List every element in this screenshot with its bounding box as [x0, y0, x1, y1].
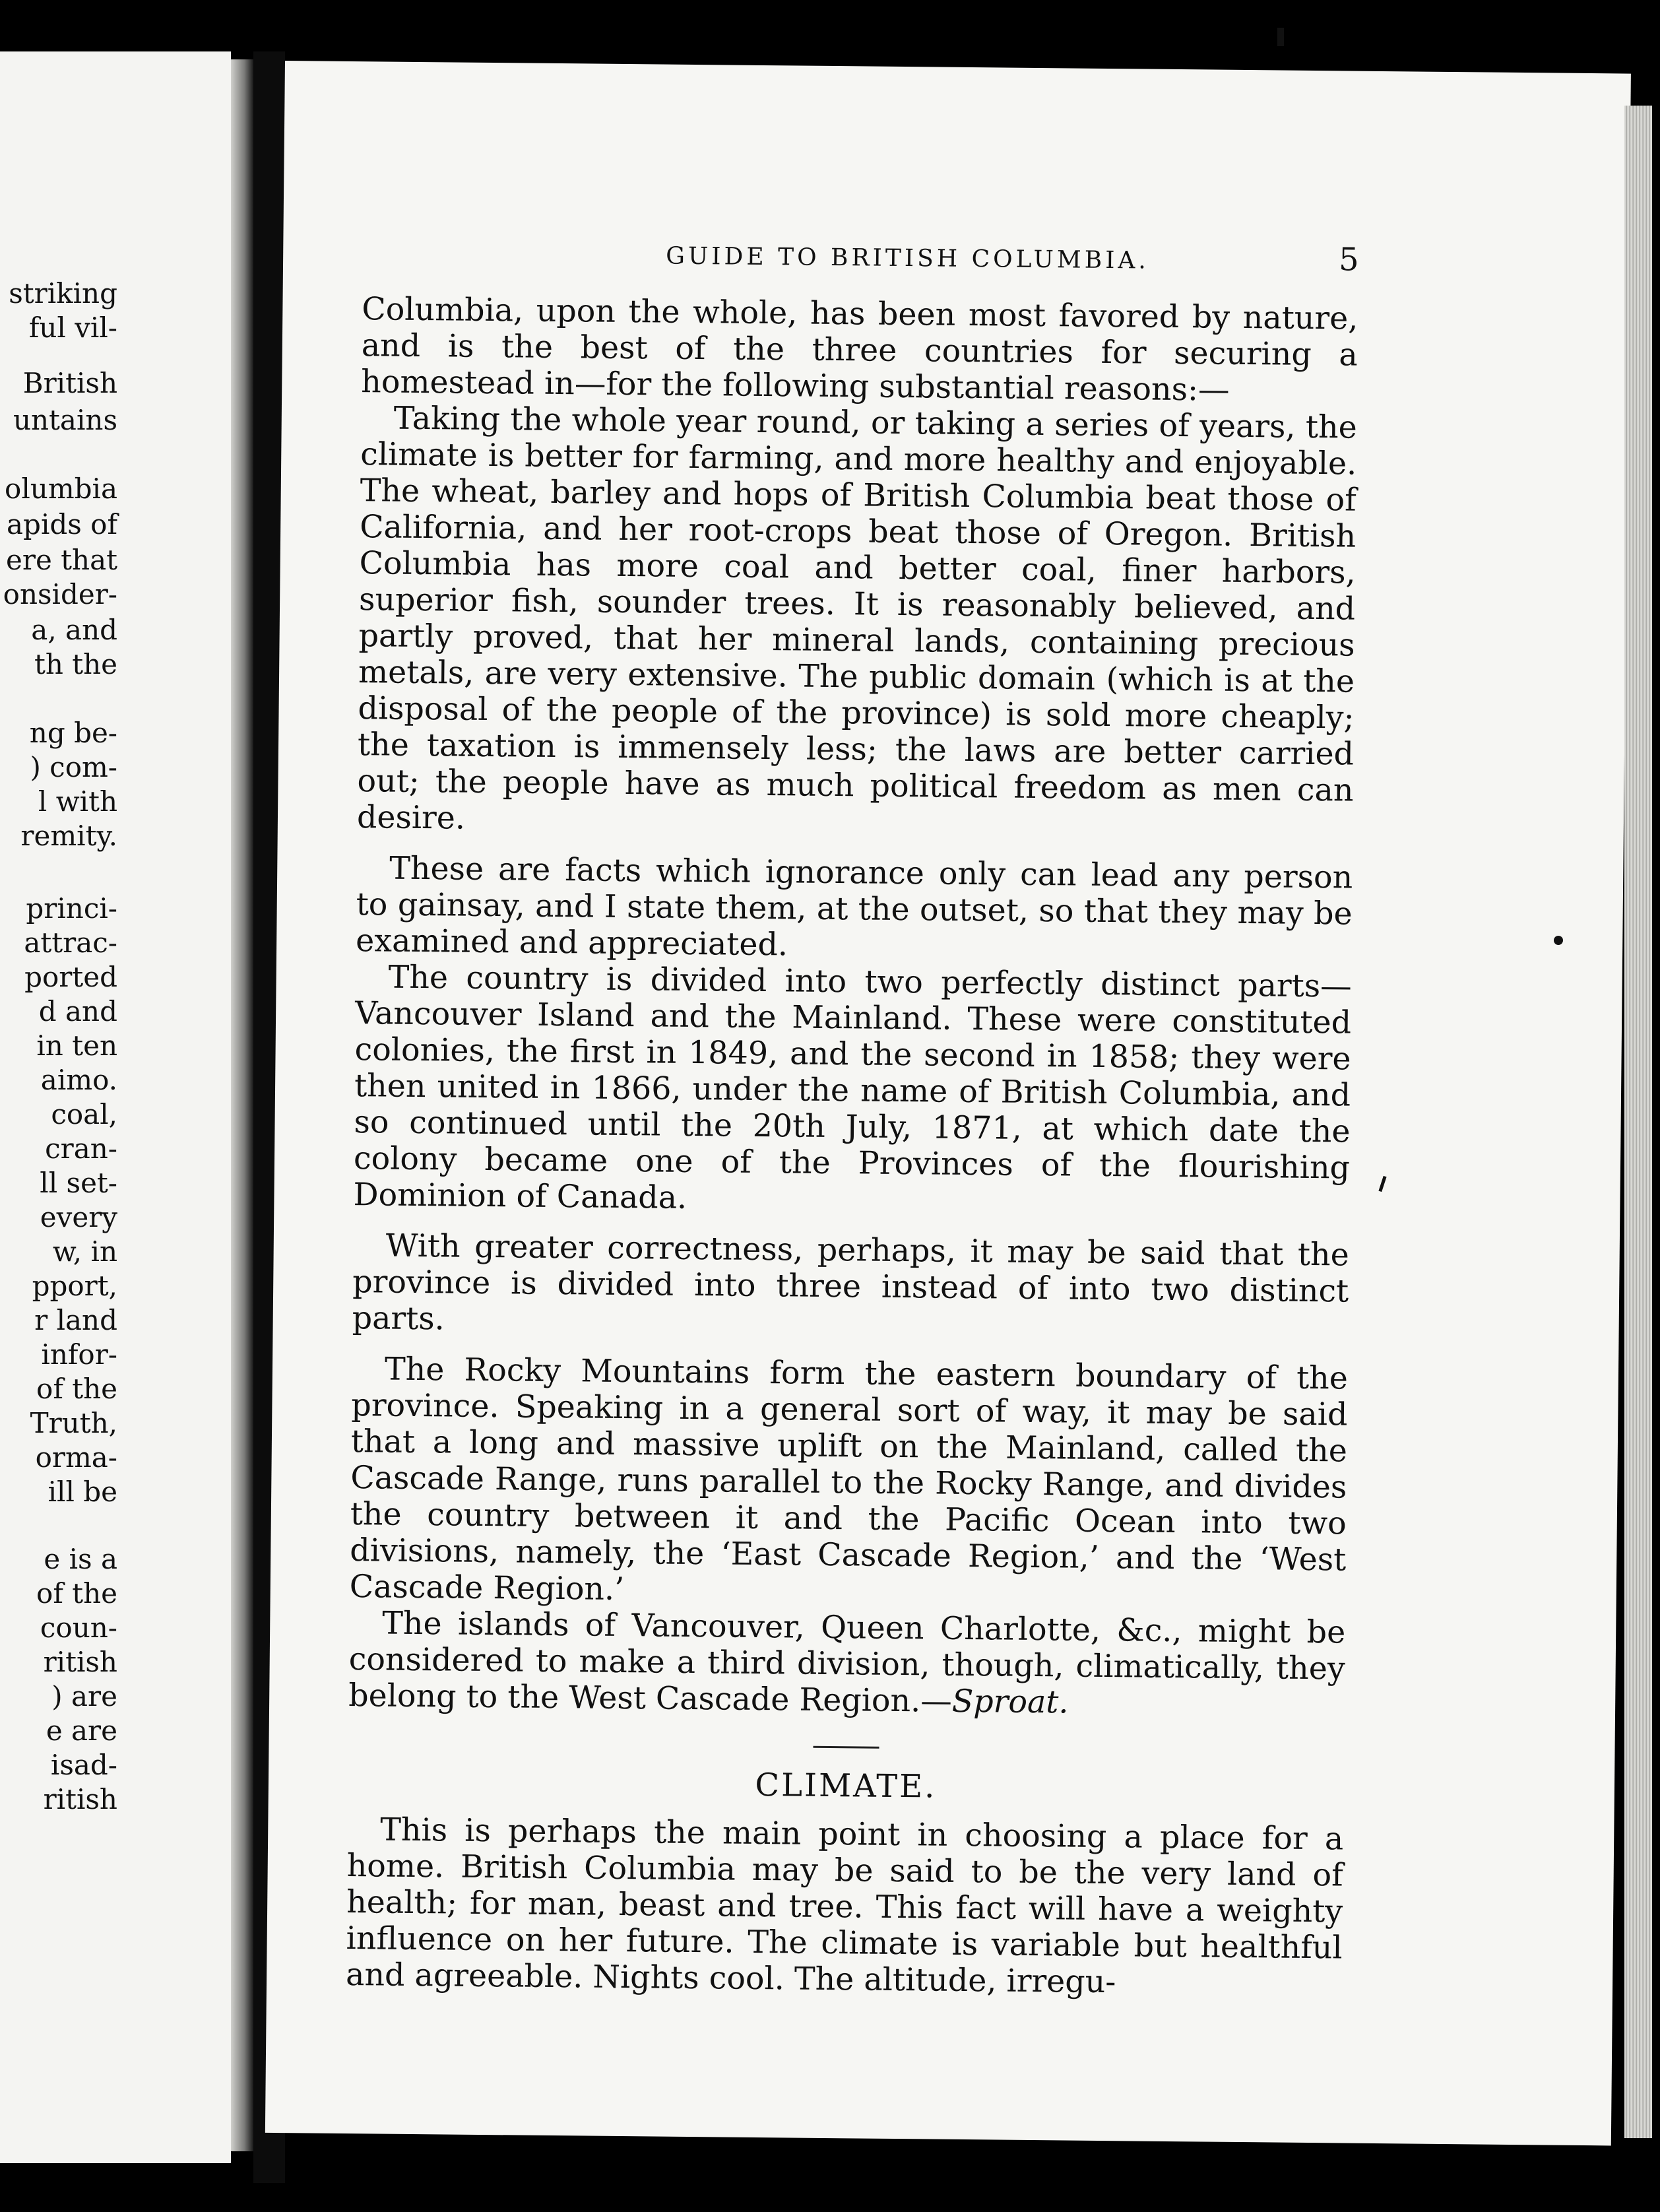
left-page-line: e is a	[44, 1543, 117, 1575]
left-page-line: remity.	[20, 820, 117, 852]
left-page-line: Truth,	[30, 1407, 117, 1439]
left-page-line: r land	[34, 1304, 117, 1336]
left-page-line: ported	[24, 961, 117, 993]
left-page-line: l with	[38, 785, 117, 818]
paragraph-climate: This is perhaps the main point in choosing a place for a home. British Columbia may be said to be the very land of health; for man, beast and tree. This fact will have a weighty influence on her future. The climate is variable but healthful and agreeable. Nights cool. The altitude, irregu-	[345, 1811, 1344, 2001]
paragraph-islands	[348, 1605, 1346, 1723]
left-page-line: th the	[34, 648, 117, 680]
left-page-line: cran-	[45, 1132, 117, 1165]
left-page-line: every	[40, 1201, 117, 1233]
left-page-line: aimo.	[40, 1064, 117, 1096]
left-page-line: princi-	[26, 892, 117, 925]
left-page-line: w, in	[52, 1235, 117, 1268]
left-page-line: a, and	[31, 614, 117, 646]
attribution: Sproat.	[951, 1683, 1069, 1721]
body-text	[346, 291, 1358, 2002]
left-page-line: onsider-	[3, 578, 117, 610]
left-page-line: ere that	[6, 544, 117, 576]
left-page-line: of the	[36, 1373, 117, 1405]
section-divider	[813, 1746, 879, 1749]
left-page-line: isad-	[50, 1749, 117, 1781]
section-heading-climate: CLIMATE.	[755, 1766, 937, 1805]
left-page-line: attrac-	[24, 927, 117, 959]
left-page-line: infor-	[41, 1338, 117, 1371]
left-page-line: ritish	[43, 1783, 117, 1815]
left-page-line: apids of	[7, 508, 117, 540]
left-page-line: ful vil-	[28, 311, 117, 344]
paragraph-three-parts: With greater correctness, perhaps, it may be said that the province is divided into three instead of into two distinct parts.	[352, 1227, 1349, 1338]
left-page-line: pport,	[32, 1270, 117, 1302]
left-page-line: British	[22, 367, 117, 399]
left-page-line: untains	[13, 404, 117, 436]
main-page-right	[265, 61, 1631, 2145]
left-page-line: ) com-	[30, 751, 117, 783]
left-page-line: coal,	[51, 1098, 117, 1130]
left-page-line: of the	[36, 1577, 117, 1610]
left-page-line: in ten	[36, 1029, 117, 1062]
paragraph-facts: These are facts which ignorance only can lead any person to gainsay, and I state them, at the outset, so that they may be examined and appreciated.	[355, 850, 1353, 963]
facing-page-left	[0, 51, 231, 2163]
left-page-line: ill be	[48, 1476, 117, 1508]
left-page-line: d and	[38, 995, 117, 1027]
running-head: GUIDE TO BRITISH COLUMBIA.	[665, 242, 1150, 275]
page-block-edge	[1624, 106, 1652, 2138]
scan-speck	[1554, 936, 1563, 945]
left-page-line: ng be-	[29, 717, 117, 749]
left-page-line: orma-	[35, 1441, 117, 1474]
left-page-line: ) are	[51, 1680, 117, 1712]
left-page-line: e are	[46, 1714, 117, 1747]
left-page-line: striking	[9, 277, 117, 309]
paragraph-rocky-mountains: The Rocky Mountains form the eastern boundary of the province. Speaking in a general sort of way, it may be said that a long and massive uplift on the Mainland, called the Cascade Range, runs parallel to the Rocky Range, and divides the country between it and the Pacific Ocean into two divisions, namely, the ‘East Cascade Region,’ and the ‘West Cascade Region.’	[349, 1351, 1349, 1608]
left-page-gutter	[231, 59, 253, 2151]
paragraph-continued: Columbia, upon the whole, has been most favored by nature, and is the best of the three countries for securing a homestead in—for the following substantial reasons:—	[361, 291, 1358, 408]
page-number: 5	[1338, 241, 1359, 278]
left-page-line: ll set-	[40, 1167, 117, 1199]
left-page-line: olumbia	[5, 472, 117, 505]
left-page-line: coun-	[40, 1611, 117, 1644]
paragraph-division: The country is divided into two perfectly distinct parts—Vancouver Island and the Mainland. These were constituted colonies, the first in 1849, and the second in 1858; they were then united in 1866, under the name of British Columbia, and so continued until the 20th July, 1871, at which date the colony became one of the Provinces of the flourishing Dominion of Canada.	[353, 959, 1352, 1216]
scan-speck	[1277, 28, 1284, 46]
paragraph-reasons: Taking the whole year round, or taking a series of years, the climate is better for farming, and more healthy and enjoyable. The wheat, barley and hops of British Columbia beat those of California, and her root-crops beat those of Oregon. British Columbia has more coal and better coal, finer harbors, superior fish, sounder trees. It is reasonably believed, and partly proved, that her mineral lands, containing precious metals, are very extensive. The public domain (which is at the disposal of the people of the province) is sold more cheaply; the taxation is immensely less; the laws are better carried out; the people have as much political freedom as men can desire.	[356, 400, 1358, 837]
left-page-line: ritish	[43, 1646, 117, 1678]
islands-text: The islands of Vancouver, Queen Charlotte, &c., might be considered to make a third division, though, climatically, they belong to the West Cascade Region.—	[348, 1605, 1346, 1720]
